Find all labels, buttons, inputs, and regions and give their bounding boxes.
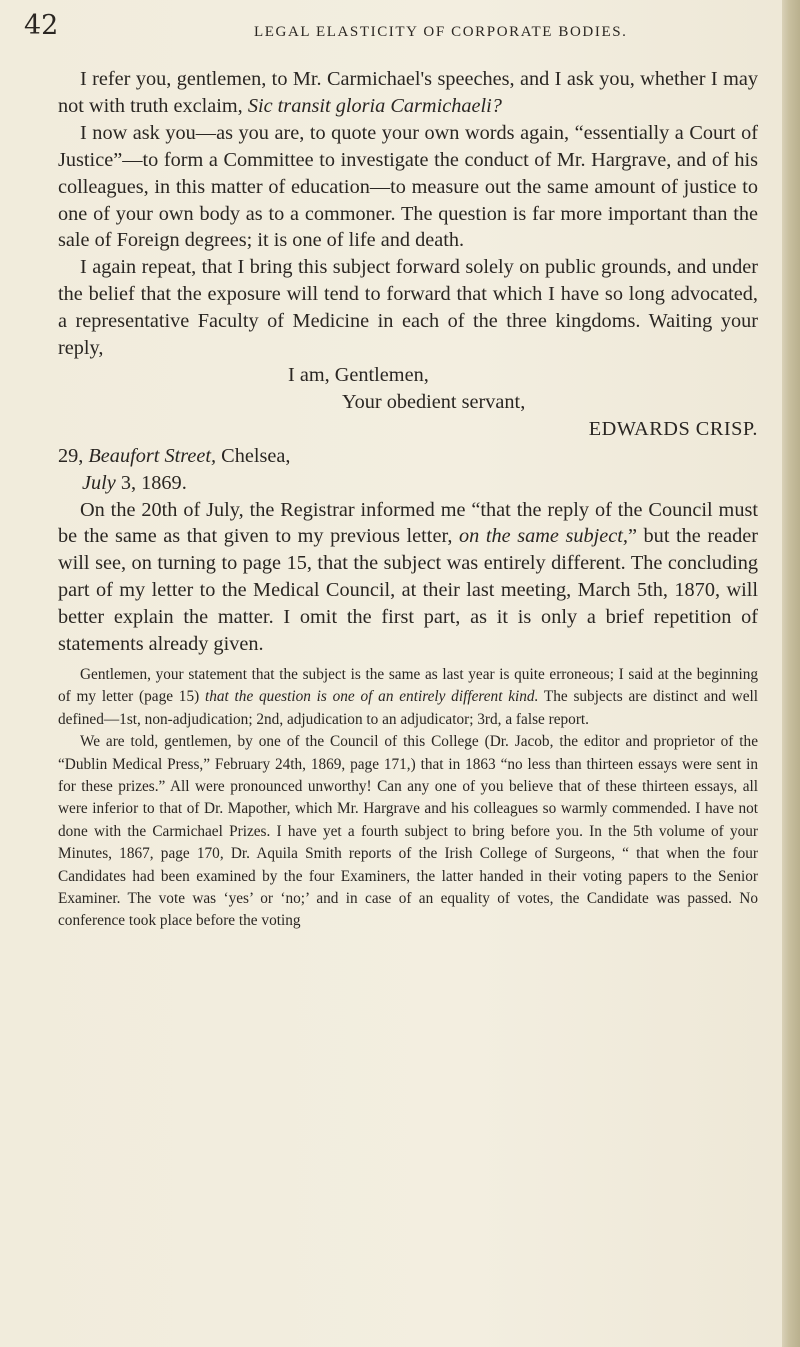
address-line <box>58 443 758 470</box>
paragraph-committee: I now ask you—as you are, to quote your own words again, “essentially a Court of Justice”—to form a Committee to investigate the conduct of Mr. Hargrave, and of his colleagues, in this matter of education—to measure out the same amount of justice to one of your own body as to a commoner. The question is far more important than the sale of Foreign degrees; it is one of life and death. <box>58 121 758 252</box>
page-edge <box>782 0 800 1347</box>
paragraph-text: The subjects are distinct and well defined—1st, non-adjudication; 2nd, adjudication to an adjudicator; 3rd, a false report. <box>58 688 758 728</box>
italic-phrase: on the same subject, <box>459 525 628 548</box>
date-line <box>58 470 758 497</box>
paragraph-text: Gentlemen, your statement that the subject is the same as last year is quite erroneous; I said at the beginning of my letter (page 15) <box>58 665 758 706</box>
date-day-year: 3, 1869. <box>115 471 187 494</box>
closing-servant: Your obedient servant, <box>342 390 526 413</box>
quoted-letter <box>58 664 758 933</box>
quoted-paragraph-statement <box>58 664 758 731</box>
paragraph-text: ” but the reader will see, on turning to page 15, that the subject was entirely different. The concluding part of my letter to the Medical Council, at their last meeting, March 5th, 1870, will better explain the matter. I omit the first part, as it is only a brief repetition of statements already given. <box>58 525 759 656</box>
date-month: July <box>82 471 116 494</box>
italic-phrase: that the question is one of an entirely different kind. <box>204 688 539 706</box>
page-number: 42 <box>24 10 59 41</box>
paragraph-text: On the 20th of July, the Registrar informed me “that the reply of the Council must be the same as that given to my previous letter, <box>58 498 758 548</box>
closing-salutation: I am, Gentlemen, <box>288 363 429 386</box>
address-district: Chelsea, <box>216 444 291 467</box>
paragraph-public-grounds: I again repeat, that I bring this subject forward solely on public grounds, and under the belief that the exposure will tend to forward that which I have so long advocated, a representative Faculty of Medicine in each of the three kingdoms. Waiting your reply, <box>58 256 758 360</box>
paragraph-registrar <box>58 497 758 658</box>
address-number: 29, <box>58 444 89 467</box>
running-head: LEGAL ELASTICITY OF CORPORATE BODIES. <box>254 24 628 40</box>
page-header <box>24 10 770 50</box>
page-body <box>58 66 758 933</box>
paragraph-text: I refer you, gentlemen, to Mr. Carmichael's speeches, and I ask you, whether I may not with truth exclaim, <box>58 68 758 117</box>
signature-name: EDWARDS CRISP. <box>588 417 758 440</box>
paragraph-carmichael <box>58 66 758 120</box>
quoted-paragraph-prizes: We are told, gentlemen, by one of the Council of this College (Dr. Jacob, the editor and proprietor of the “Dublin Medical Press,” February 24th, 1869, page 171,) that in 1863 “no less than thirteen essays were sent in for these prizes.” All were pronounced unworthy! Can any one of you believe that of these thirteen essays, all were inferior to that of Dr. Mapother, which Mr. Hargrave and his colleagues so warmly commended. I have not done with the Carmichael Prizes. I have yet a fourth subject to bring before you. In the 5th volume of your Minutes, 1867, page 170, Dr. Aquila Smith reports of the Irish College of Surgeons, “ that when the four Candidates had been examined by the four Examiners, the latter handed in their voting papers to the Senior Examiner. The vote was ‘yes’ or ‘no;’ and in case of an equality of votes, the Candidate was passed. No conference took place before the voting <box>58 733 758 930</box>
latin-phrase: Sic transit gloria Carmichaeli? <box>247 94 502 117</box>
address-street: Beaufort Street, <box>88 444 217 467</box>
